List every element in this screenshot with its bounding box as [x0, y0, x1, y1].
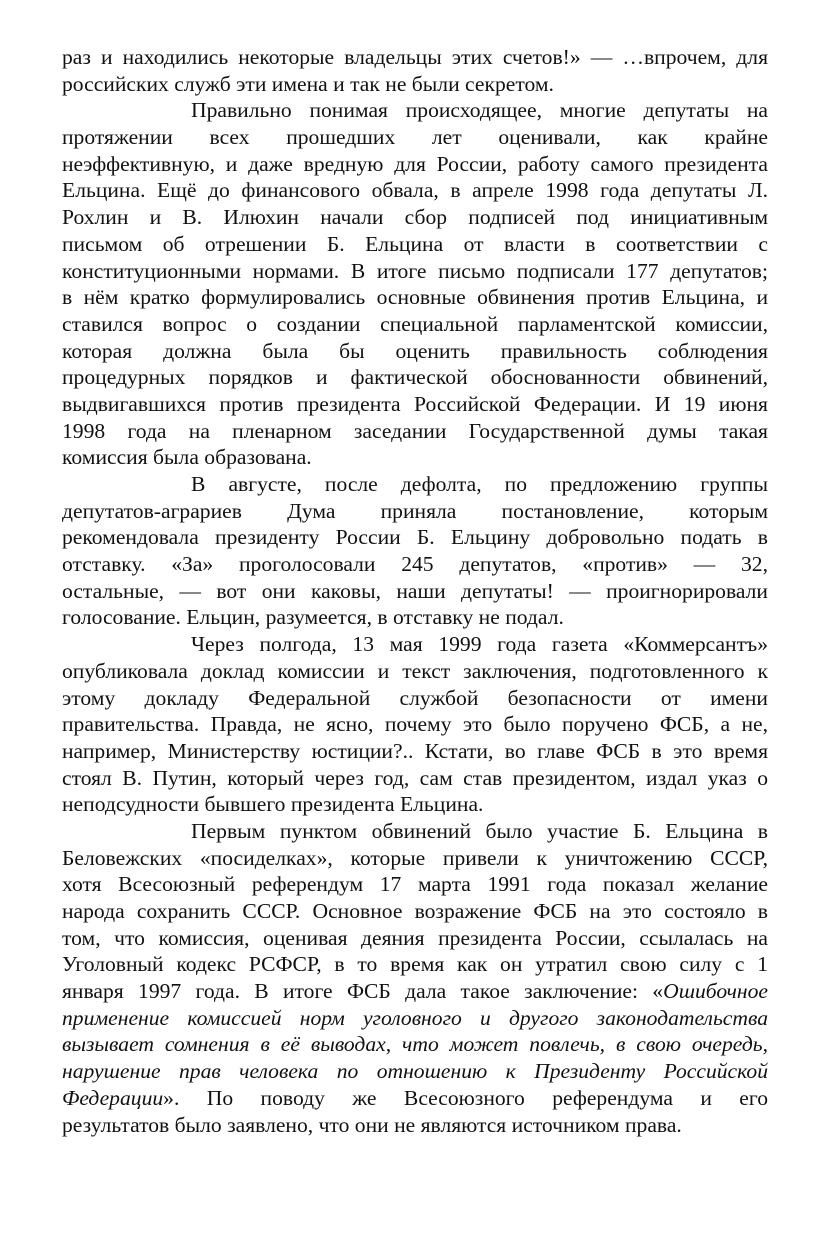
line-text: комиссия была образована. — [62, 445, 312, 470]
line-text: 1998 года на пленарном заседании Государственной думы такая — [62, 418, 768, 443]
italic-text: Ошибочное — [663, 979, 768, 1004]
line-text: хотя Всесоюзный референдум 17 марта 1991 года показал желание — [62, 872, 768, 897]
text-line — [62, 898, 768, 925]
line-text: протяжении всех прошедших лет оценивали, как крайне — [62, 125, 768, 150]
text-line — [62, 524, 768, 551]
line-text: стоял В. Путин, который через год, сам став президентом, издал указ о — [62, 765, 768, 790]
text-line — [62, 311, 768, 338]
line-text: которая должна была бы оценить правильность соблюдения — [62, 338, 768, 363]
text-line — [62, 631, 768, 658]
line-text: Через полгода, 13 мая 1999 года газета «Коммерсантъ» — [191, 632, 768, 657]
line-text: народа сохранить СССР. Основное возражение ФСБ на это состояло в — [62, 899, 768, 923]
line-text: российских служб эти имена и так не были секретом. — [62, 71, 554, 96]
line-text: раз и находились некоторые владельцы этих счетов!» — …впрочем, для — [62, 45, 768, 69]
text-line — [62, 124, 768, 151]
text-line — [62, 364, 768, 391]
text-line — [62, 44, 768, 71]
text-line — [62, 685, 768, 712]
line-text: том, что комиссия, оценивая деяния президента России, ссылалась на — [62, 925, 768, 950]
line-text: января 1997 года. В итоге ФСБ дала такое заключение: « — [62, 979, 664, 1004]
line-text: Первым пунктом обвинений было участие Б. Ельцина в — [191, 818, 768, 843]
text-line — [62, 978, 768, 1005]
text-line — [62, 765, 768, 792]
line-text: опубликовала доклад комиссии и текст заключения, подготовленного к — [62, 658, 768, 683]
line-text: вызывает сомнения в её выводах, что может повлечь, в свою очередь, — [62, 1032, 768, 1057]
text-line — [62, 951, 768, 978]
text-line — [62, 1058, 768, 1085]
line-text: В августе, после дефолта, по предложению группы — [191, 472, 768, 496]
line-text: в нём кратко формулировались основные обвинения против Ельцина, и — [62, 285, 768, 310]
text-line — [62, 658, 768, 685]
text-line — [62, 791, 768, 818]
text-line — [62, 818, 768, 845]
text-line — [62, 338, 768, 365]
text-line — [62, 604, 768, 631]
text-line — [62, 391, 768, 418]
line-text: остальные, — вот они каковы, наши депутаты! — проигнорировали — [62, 578, 768, 603]
line-text: Уголовный кодекс РСФСР, в то время как он утратил свою силу с 1 — [62, 952, 768, 977]
text-line — [62, 1005, 768, 1032]
text-line — [62, 258, 768, 285]
text-line — [62, 1085, 768, 1112]
line-text: правительства. Правда, не ясно, почему это было поручено ФСБ, а не, — [62, 712, 768, 737]
line-text: отставку. «За» проголосовали 245 депутатов, «против» — 32, — [62, 552, 768, 577]
line-text: этому докладу Федеральной службой безопасности от имени — [62, 685, 768, 710]
line-text: нарушение прав человека по отношению к Президенту Российской — [62, 1059, 768, 1084]
line-text: применение комиссией норм уголовного и другого законодательства — [62, 1005, 768, 1030]
text-line — [62, 418, 768, 445]
text-line — [62, 711, 768, 738]
text-line — [62, 284, 768, 311]
line-text: депутатов-аграриев Дума приняла постановление, которым — [62, 498, 768, 523]
text-line — [62, 471, 768, 498]
text-line — [62, 845, 768, 872]
line-text: неподсудности бывшего президента Ельцина. — [62, 792, 484, 817]
line-text: Ельцина. Ещё до финансового обвала, в апреле 1998 года депутаты Л. — [62, 178, 768, 203]
line-text: результатов было заявлено, что они не являются источником права. — [62, 1112, 682, 1137]
text-line — [62, 578, 768, 605]
text-line — [62, 204, 768, 231]
line-text: письмом об отрешении Б. Ельцина от власти в соответствии с — [62, 231, 768, 256]
text-line — [62, 231, 768, 258]
line-text: Рохлин и В. Илюхин начали сбор подписей под инициативным — [62, 205, 768, 230]
text-line — [62, 925, 768, 952]
line-text: Правильно понимая происходящее, многие депутаты на — [191, 98, 768, 123]
line-text: неэффективную, и даже вредную для России, работу самого президента — [62, 151, 768, 176]
text-line — [62, 151, 768, 178]
document-page — [62, 44, 768, 1138]
text-line — [62, 871, 768, 898]
text-line — [62, 738, 768, 765]
italic-text: Федерации — [62, 1085, 164, 1110]
line-text: конституционными нормами. В итоге письмо подписали 177 депутатов; — [62, 258, 768, 283]
line-text: например, Министерству юстиции?.. Кстати, во главе ФСБ в это время — [62, 738, 768, 763]
line-text: выдвигавшихся против президента Российской Федерации. И 19 июня — [62, 391, 768, 416]
line-text: Беловежских «посиделках», которые привели к уничтожению СССР, — [62, 845, 768, 870]
line-text: рекомендовала президенту России Б. Ельцину добровольно подать в — [62, 525, 768, 550]
line-text: ». По поводу же Всесоюзного референдума и его — [163, 1085, 768, 1110]
line-text: голосование. Ельцин, разумеется, в отставку не подал. — [62, 605, 564, 630]
line-text: ставился вопрос о создании специальной парламентской комиссии, — [62, 311, 768, 336]
text-line — [62, 177, 768, 204]
text-line — [62, 1112, 768, 1139]
text-line — [62, 97, 768, 124]
text-line — [62, 1031, 768, 1058]
line-text: процедурных порядков и фактической обоснованности обвинений, — [62, 365, 768, 390]
text-line — [62, 498, 768, 525]
text-line — [62, 444, 768, 471]
text-line — [62, 71, 768, 98]
text-line — [62, 551, 768, 578]
